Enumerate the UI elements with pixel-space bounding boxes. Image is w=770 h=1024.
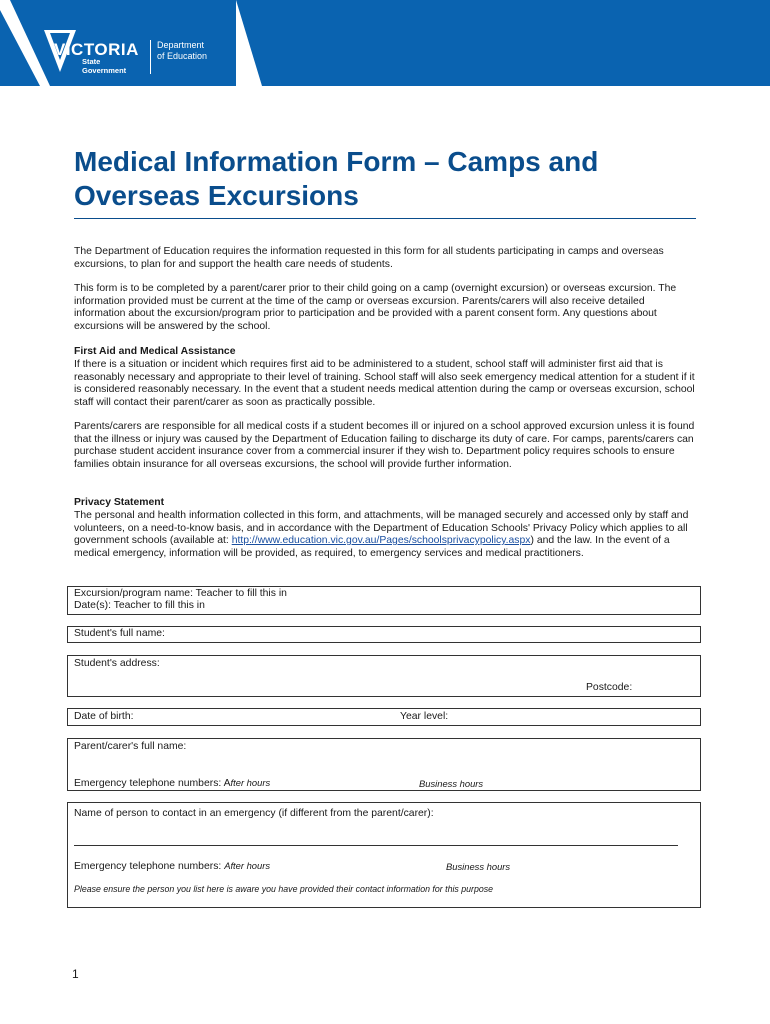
excursion-name-label: Excursion/program name: Teacher to fill this in (74, 588, 287, 599)
first-aid-paragraph-1: If there is a situation or incident which requires first aid to be administered to a student, school staff will administer first aid that is reasonably necessary and appropriate to their level of training. School staff will also seek emergency medical attention for a student if it is considered reasonably necessary. In the event that a student needs medical attention during the camp or overseas excursion, school staff will contact their parent/carer as soon as practically possible. (74, 359, 695, 408)
emergency-phone-label: Emergency telephone numbers: After hours (74, 777, 271, 789)
page-number: 1 (72, 967, 79, 981)
parent-name-label: Parent/carer's full name: (74, 741, 187, 752)
business-hours-2-label: Business hours (446, 861, 511, 872)
postcode-label: Postcode: (586, 682, 633, 693)
page-title: Medical Information Form – Camps and Overseas Excursions (74, 146, 599, 211)
emergency-contact-field[interactable] (67, 802, 701, 908)
parent-field[interactable] (67, 738, 701, 791)
business-hours-label: Business hours (419, 778, 484, 789)
dob-label: Date of birth: (74, 711, 134, 722)
contact-note: Please ensure the person you list here is aware you have provided their contact information for this purpose (74, 884, 494, 894)
first-aid-heading: First Aid and Medical Assistance (74, 346, 236, 357)
contact-name-line (74, 845, 678, 846)
brand-wordmark: VICTORIA (54, 40, 139, 59)
student-address-label: Student's address: (74, 658, 160, 669)
student-name-field[interactable] (67, 626, 701, 643)
header-divider (150, 40, 151, 74)
intro-paragraph-2: This form is to be completed by a parent/carer prior to their child going on a camp (overnight excursion) or overseas excursion. The information provided must be current at the time of the camp or overseas excursion. Parents/carers will also receive detailed information about the excursion/program prior to participation and be provided with a parent consent form. Any questions about excursions will be answered by the school. (74, 283, 677, 332)
privacy-paragraph: The personal and health information collected in this form, and attachments, will be managed securely and accessed only by staff and volunteers, on a need-to-know basis, and in accordance with the Department of Education Schools' Privacy Policy which applies to all government schools (available at: http://www.education.vic.gov.au/Pages/schoolsprivacypolicy.aspx) and the law. In the event of a medical emergency, information will be provided, as required, to emergency services and medical practitioners. (74, 510, 689, 559)
first-aid-paragraph-2: Parents/carers are responsible for all medical costs if a student becomes ill or injured on a school approved excursion unless it is found that the illness or injury was caused by the Department of Education failing to discharge its duty of care. For camps, parents/carers can purchase student accident insurance cover from a commercial insurer if they wish to. Department policy requires schools to ensure families obtain insurance for all overseas excursions, the school will provide further information. (74, 421, 695, 470)
year-level-label: Year level: (400, 711, 449, 722)
student-name-label: Student's full name: (74, 628, 165, 639)
privacy-policy-link[interactable]: http://www.education.vic.gov.au/Pages/schoolsprivacypolicy.aspx (231, 535, 531, 547)
student-address-field[interactable] (67, 655, 701, 697)
emergency-phone-2-label: Emergency telephone numbers: After hours (74, 860, 271, 872)
contact-name-label: Name of person to contact in an emergency (if different from the parent/carer): (74, 808, 434, 819)
excursion-box (67, 586, 701, 615)
title-rule (74, 218, 696, 219)
dates-label: Date(s): Teacher to fill this in (74, 600, 205, 611)
dob-year-field[interactable] (67, 708, 701, 726)
intro-paragraph-1: The Department of Education requires the information requested in this form for all students participating in camps and overseas excursions, to plan for and support the health care needs of students. (74, 246, 664, 270)
privacy-heading: Privacy Statement (74, 497, 165, 508)
department-name: Department of Education (157, 40, 208, 61)
brand-subtitle: State Government (82, 57, 127, 75)
